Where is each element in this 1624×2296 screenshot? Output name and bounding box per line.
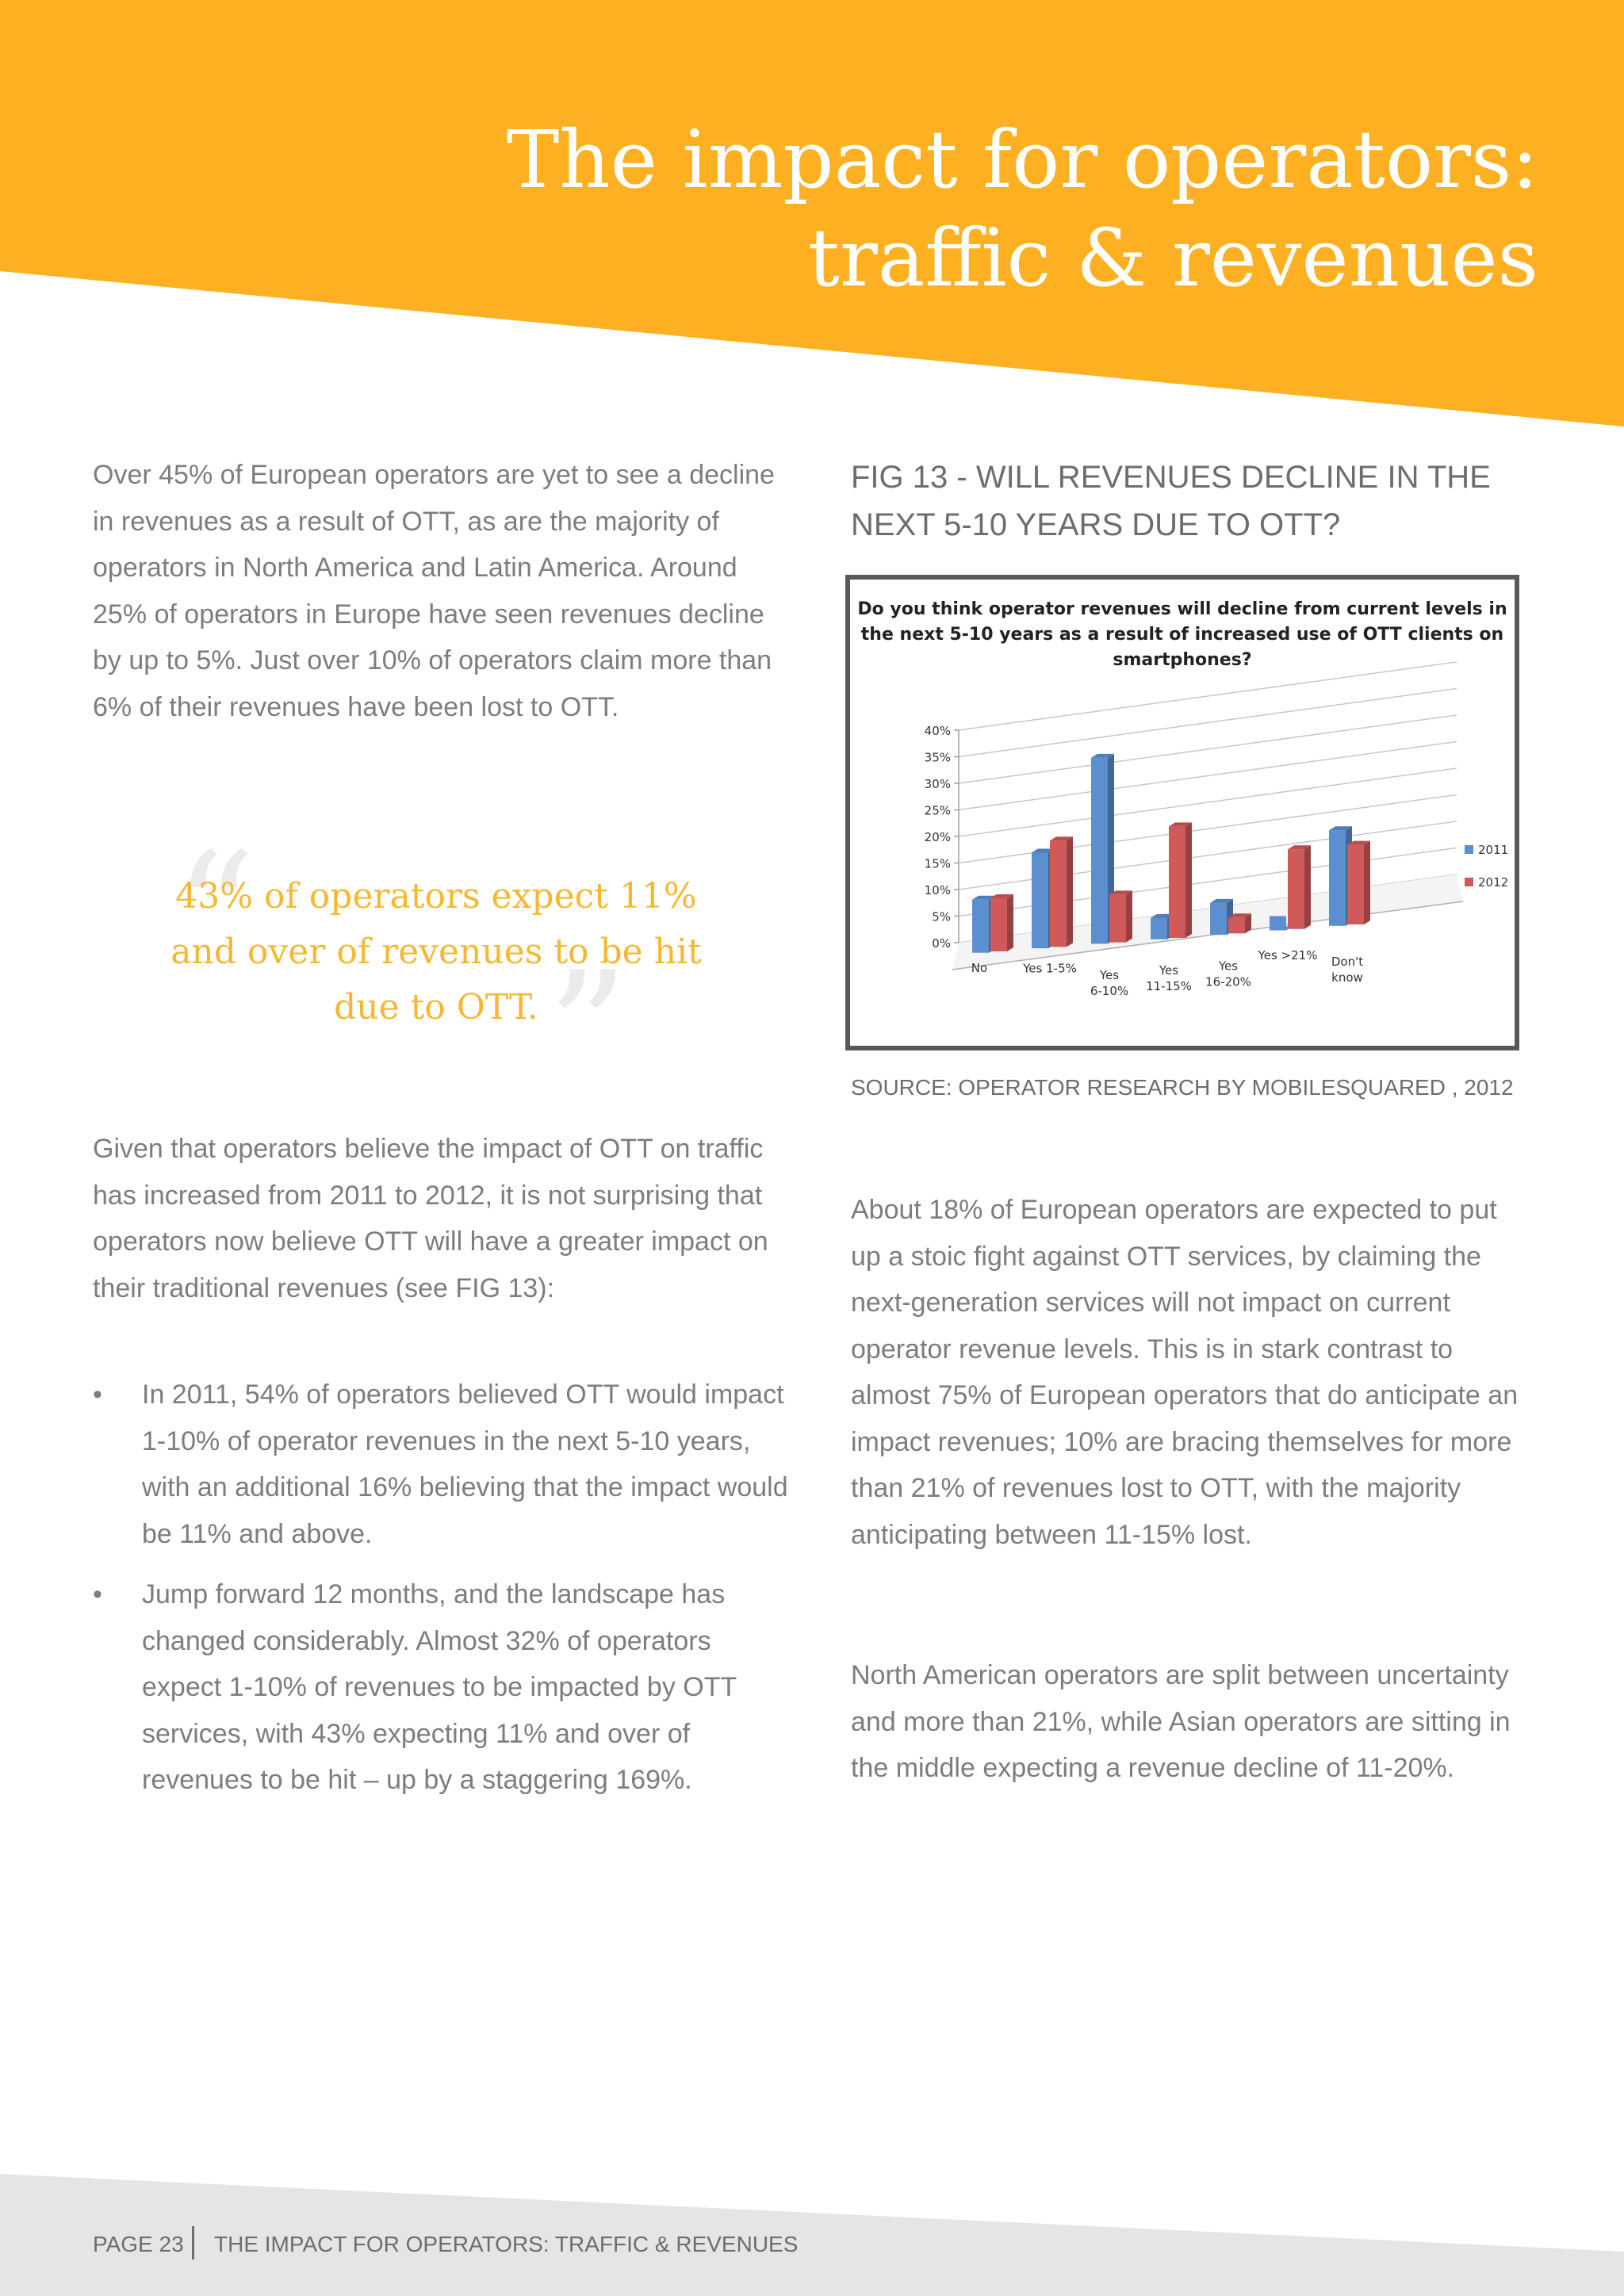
list-item [93, 1372, 791, 1557]
bar-2011 [1210, 903, 1227, 935]
y-tick-label: 35% [924, 750, 951, 765]
legend-swatch [1465, 845, 1473, 854]
x-tick-label: Yes 1-5% [1023, 961, 1077, 976]
footer-section-title: THE IMPACT FOR OPERATORS: TRAFFIC & REVENUES [214, 2232, 799, 2256]
bar-2011 [1091, 758, 1108, 943]
bar-2012 [1169, 826, 1185, 938]
open-quote-icon: “ [174, 819, 256, 1004]
bar-2011 [1329, 830, 1346, 926]
bar-2012 [1050, 840, 1067, 947]
bar-2011 [1151, 918, 1167, 939]
bar-2012 [1288, 849, 1304, 929]
x-tick-label: Yes >21% [1258, 947, 1318, 962]
list-item-text: In 2011, 54% of operators believed OTT would impact 1-10% of operator revenues in the next 5-10 years, with an additional 16% believing that the impact would be 11% and above. [142, 1380, 788, 1549]
legend-label: 2012 [1478, 875, 1509, 890]
y-tick-label: 0% [932, 936, 951, 951]
bar-2011 [1032, 852, 1048, 948]
x-tick-label: 16-20% [1205, 974, 1251, 989]
regional-paragraph: North American operators are split between uncertainty and more than 21%, while Asian operators are sitting in the middle expecting a revenue decline of 11-20%. [851, 1660, 1511, 1783]
context-paragraph: Given that operators believe the impact of OTT on traffic has increased from 2011 to 2012, it is not surprising that operators now believe OTT will have a greater impact on their traditional revenues (see FIG 13): [93, 1134, 768, 1303]
x-tick-label: Yes [1099, 967, 1120, 982]
bar-side-2012 [1126, 890, 1132, 942]
europe-paragraph: About 18% of European operators are expected to put up a stoic fight against OTT services, by claiming the next-generation services will not impact on current operator revenue levels. This is in stark contrast to almost 75% of European operators that do anticipate an impact revenues; 10% are bracing themselves for more than 21% of revenues lost to OTT, with the majority anticipating between 11-15% lost. [851, 1195, 1519, 1550]
page-title-line-2: traffic & revenues [807, 212, 1538, 304]
y-tick-label: 20% [924, 830, 951, 844]
bar-side-2012 [1304, 845, 1311, 929]
figure-title: FIG 13 - WILL REVENUES DECLINE IN THE NEXT 5-10 YEARS DUE TO OTT? [851, 460, 1491, 542]
figure-source: SOURCE: OPERATOR RESEARCH BY MOBILESQUARED , 2012 [851, 1075, 1514, 1100]
list-item [93, 1571, 791, 1804]
page-title-line-1: The impact for operators: [506, 113, 1538, 206]
chart-title: Do you think operator revenues will decline from current levels in the next 5-10 years as a result of increased use of OTT clients on smartphones? [857, 599, 1507, 670]
bar-side-2012 [1067, 836, 1073, 947]
intro-paragraph: Over 45% of European operators are yet to see a decline in revenues as a result of OTT, as are the majority of operators in North America and Latin America. Around 25% of operators in Europe have seen revenues decline by up to 5%. Just over 10% of operators claim more than 6% of their revenues have been lost to OTT. [93, 460, 775, 722]
bar-side-2012 [1364, 841, 1370, 925]
x-tick-label: know [1331, 970, 1363, 985]
bullet-list [93, 1372, 791, 1818]
y-tick-label: 5% [932, 909, 951, 924]
y-tick-label: 25% [924, 803, 951, 818]
page-title [349, 111, 1538, 308]
bar-2012 [1347, 845, 1364, 925]
x-tick-label: 11-15% [1146, 979, 1192, 994]
x-tick-label: Don't [1331, 955, 1364, 970]
page-number: PAGE 23 [93, 2232, 184, 2256]
x-tick-label: Yes [1218, 959, 1239, 974]
y-tick-label: 30% [924, 777, 951, 791]
y-tick-label: 40% [924, 724, 951, 738]
x-tick-label: No [971, 961, 988, 976]
legend-swatch [1465, 878, 1473, 886]
close-quote-icon: ” [547, 938, 629, 1123]
bar-2011 [972, 900, 989, 953]
bullet-icon: • [93, 1579, 102, 1609]
y-tick-label: 10% [924, 883, 951, 897]
legend-label: 2011 [1478, 843, 1509, 857]
bar-2012 [1228, 917, 1245, 933]
bar-2011 [1270, 916, 1286, 930]
list-item-text: Jump forward 12 months, and the landscape has changed considerably. Almost 32% of operators expect 1-10% of revenues to be impacted by OTT services, with 43% expecting 11% and over of revenues to be hit – up by a staggering 169%. [142, 1579, 737, 1795]
bar-2012 [990, 898, 1007, 951]
bullet-icon: • [93, 1380, 102, 1410]
y-tick-label: 15% [924, 856, 951, 871]
bar-side-2012 [1007, 894, 1013, 951]
bar-side-2012 [1185, 822, 1192, 938]
footer-divider [192, 2226, 194, 2260]
x-tick-label: Yes [1159, 963, 1179, 978]
pull-quote [159, 819, 714, 1123]
bar-2012 [1109, 894, 1126, 942]
footer-band [0, 2141, 1624, 2296]
bar-chart [850, 580, 1515, 1046]
x-tick-label: 6-10% [1090, 983, 1129, 998]
pull-quote-text: 43% of operators expect 11% and over of revenues to be hit due to OTT. [170, 876, 702, 1027]
chart-frame [845, 575, 1519, 1050]
